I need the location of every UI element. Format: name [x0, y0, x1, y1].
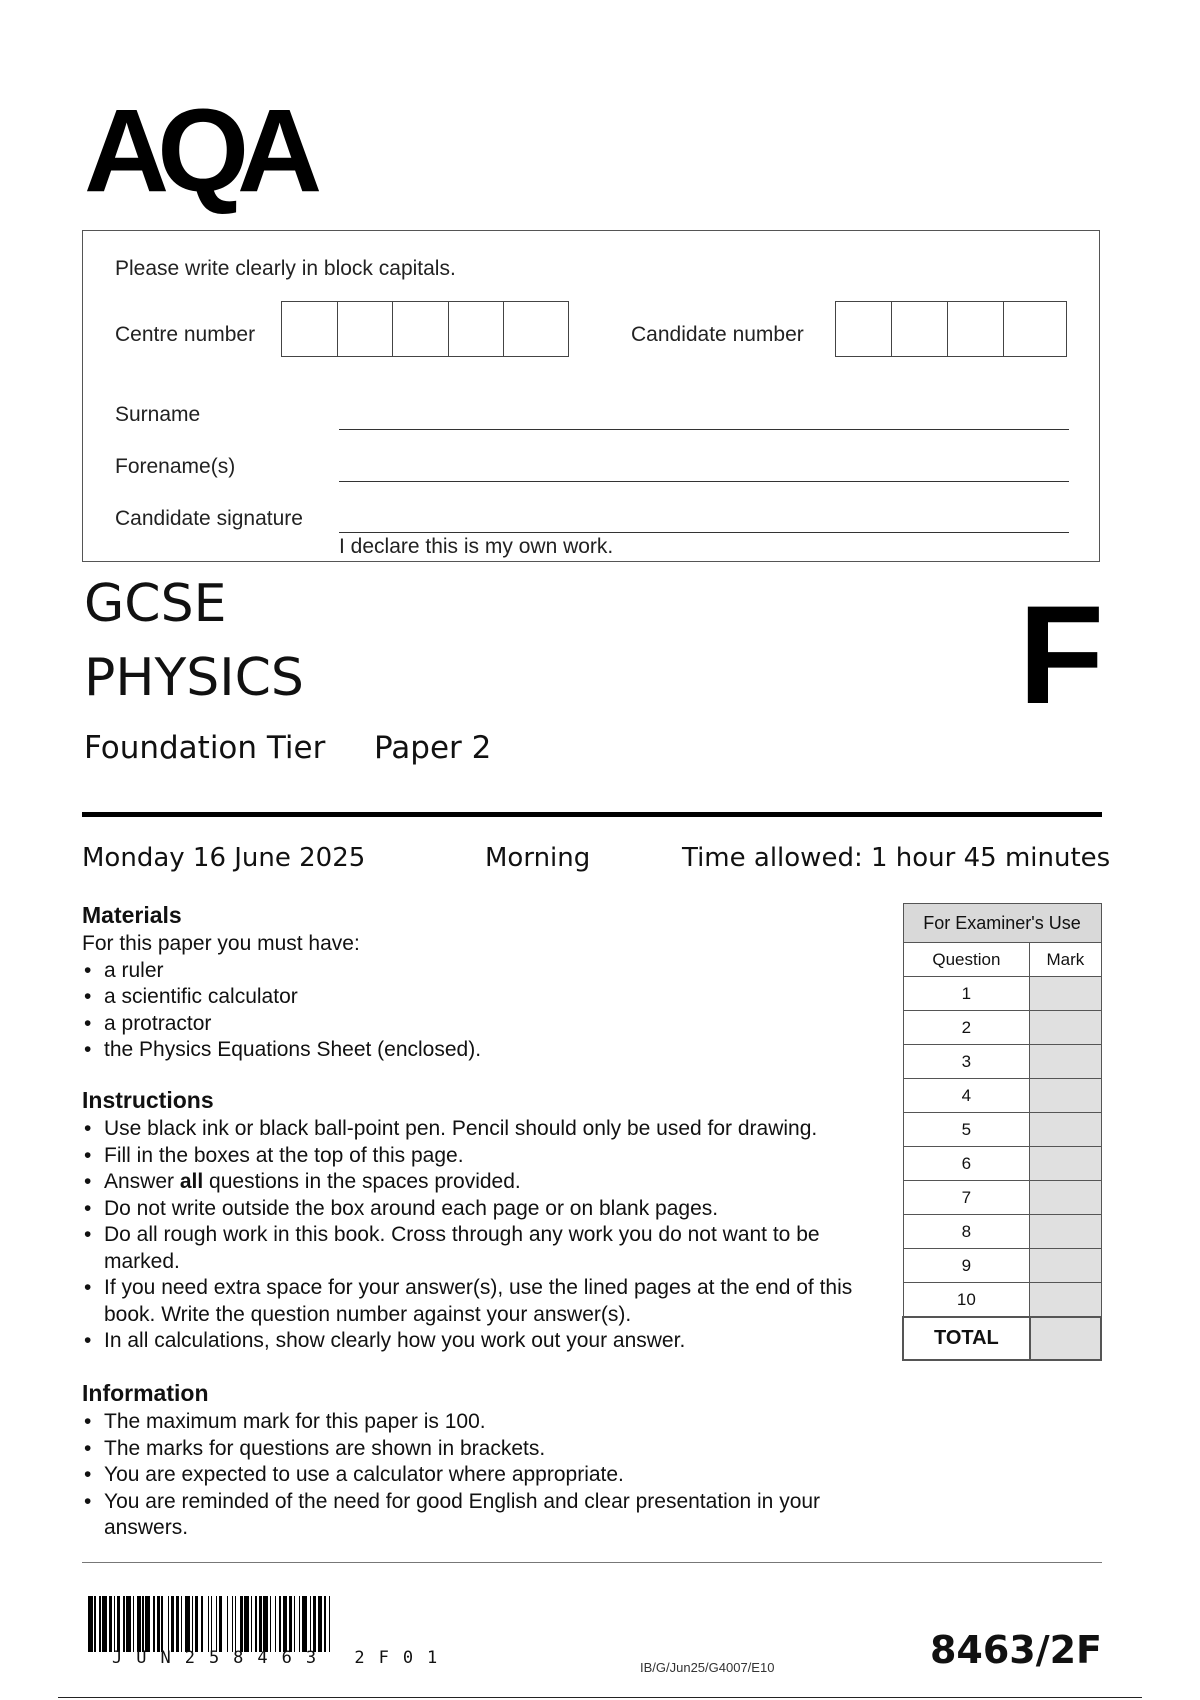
barcode-text: JUN258463 2F01	[112, 1648, 452, 1668]
materials-title: Materials	[82, 902, 182, 928]
question-row	[903, 1113, 1101, 1147]
materials-item: • the Physics Equations Sheet (enclosed).	[82, 1037, 882, 1064]
question-number: 5	[903, 1113, 1030, 1147]
examiner-table-title: For Examiner's Use	[903, 904, 1101, 943]
qualification-title: GCSE	[84, 574, 227, 634]
instructions-item-text: Answer	[104, 1170, 180, 1193]
mark-cell[interactable]	[1030, 1181, 1101, 1215]
aqa-logo: AQA	[84, 85, 311, 217]
candidate-digit-box[interactable]	[836, 302, 892, 356]
instructions-emphasis: all	[179, 1170, 204, 1193]
centre-digit-box[interactable]	[449, 302, 505, 356]
mark-cell[interactable]	[1030, 1011, 1101, 1045]
question-number: 1	[903, 977, 1030, 1011]
title-divider	[82, 812, 1102, 817]
centre-digit-box[interactable]	[504, 302, 568, 356]
centre-digit-box[interactable]	[393, 302, 449, 356]
question-column-header: Question	[903, 943, 1030, 977]
centre-digit-box[interactable]	[282, 302, 338, 356]
question-row	[903, 977, 1101, 1011]
materials-intro: For this paper you must have:	[82, 932, 360, 955]
declaration-text: I declare this is my own work.	[339, 535, 614, 558]
mark-cell[interactable]	[1030, 1283, 1101, 1318]
candidate-number-field[interactable]	[835, 301, 1067, 357]
paper-label: Paper 2	[374, 730, 492, 766]
examiner-use-table	[902, 903, 1102, 1361]
question-number: 4	[903, 1079, 1030, 1113]
question-number: 9	[903, 1249, 1030, 1283]
instructions-item: • Fill in the boxes at the top of this page.	[82, 1143, 872, 1170]
exam-date: Monday 16 June 2025	[82, 843, 366, 873]
tier-letter: F	[1018, 576, 1104, 733]
paper-code: 8463/2F	[929, 1628, 1102, 1672]
exam-session: Morning	[485, 843, 591, 873]
page-bottom-rule	[58, 1697, 1142, 1698]
information-item: • You are reminded of the need for good English and clear presentation in your answers.	[82, 1489, 852, 1542]
information-item: • The marks for questions are shown in brackets.	[82, 1436, 852, 1463]
instructions-section	[82, 1087, 872, 1355]
instructions-item	[82, 1169, 872, 1196]
tier-label: Foundation Tier	[84, 730, 326, 766]
total-mark-cell[interactable]	[1030, 1317, 1101, 1360]
centre-number-label: Centre number	[115, 323, 256, 346]
mark-cell[interactable]	[1030, 1045, 1101, 1079]
instructions-item: • If you need extra space for your answer(s), use the lined pages at the end of this book. Write the question number against your answer(s).	[82, 1275, 872, 1328]
signature-line[interactable]	[339, 532, 1069, 533]
question-row	[903, 1045, 1101, 1079]
question-row	[903, 1215, 1101, 1249]
mark-cell[interactable]	[1030, 1113, 1101, 1147]
surname-line[interactable]	[339, 429, 1069, 430]
mark-cell[interactable]	[1030, 1147, 1101, 1181]
question-number: 2	[903, 1011, 1030, 1045]
candidate-number-label: Candidate number	[631, 323, 804, 346]
candidate-details-box	[82, 230, 1100, 562]
subject-title: PHYSICS	[84, 648, 304, 708]
instructions-item: • Use black ink or black ball-point pen. Pencil should only be used for drawing.	[82, 1116, 872, 1143]
signature-label: Candidate signature	[115, 507, 303, 530]
instructions-item: • Do not write outside the box around each page or on blank pages.	[82, 1196, 872, 1223]
mark-cell[interactable]	[1030, 977, 1101, 1011]
information-section	[82, 1380, 852, 1542]
candidate-digit-box[interactable]	[948, 302, 1004, 356]
forename-line[interactable]	[339, 481, 1069, 482]
question-number: 10	[903, 1283, 1030, 1318]
question-row	[903, 1147, 1101, 1181]
mark-cell[interactable]	[1030, 1215, 1101, 1249]
question-number: 3	[903, 1045, 1030, 1079]
instructions-item: • In all calculations, show clearly how you work out your answer.	[82, 1328, 872, 1355]
materials-section	[82, 902, 882, 1064]
materials-item: • a scientific calculator	[82, 984, 882, 1011]
instructions-item-text: questions in the spaces provided.	[203, 1170, 521, 1193]
candidate-digit-box[interactable]	[1004, 302, 1066, 356]
question-number: 7	[903, 1181, 1030, 1215]
time-allowed: Time allowed: 1 hour 45 minutes	[682, 843, 1111, 873]
barcode	[88, 1596, 500, 1652]
instructions-item: • Do all rough work in this book. Cross through any work you do not want to be marked.	[82, 1222, 872, 1275]
question-number: 6	[903, 1147, 1030, 1181]
mark-column-header: Mark	[1030, 943, 1101, 977]
centre-number-field[interactable]	[281, 301, 569, 357]
mark-cell[interactable]	[1030, 1079, 1101, 1113]
surname-label: Surname	[115, 403, 201, 426]
total-label: TOTAL	[903, 1317, 1030, 1360]
question-row	[903, 1011, 1101, 1045]
question-number: 8	[903, 1215, 1030, 1249]
footer-divider	[82, 1562, 1102, 1563]
centre-digit-box[interactable]	[338, 302, 394, 356]
forename-label: Forename(s)	[115, 455, 236, 478]
barcode-bar	[330, 1596, 332, 1652]
materials-item: • a protractor	[82, 1011, 882, 1038]
candidate-digit-box[interactable]	[892, 302, 948, 356]
total-row	[903, 1317, 1101, 1360]
materials-item: • a ruler	[82, 958, 882, 985]
information-item: • You are expected to use a calculator where appropriate.	[82, 1462, 852, 1489]
information-item: • The maximum mark for this paper is 100.	[82, 1409, 852, 1436]
question-row	[903, 1181, 1101, 1215]
question-row	[903, 1283, 1101, 1318]
question-row	[903, 1249, 1101, 1283]
instructions-title: Instructions	[82, 1087, 214, 1113]
document-reference: IB/G/Jun25/G4007/E10	[640, 1660, 775, 1675]
block-capitals-instruction: Please write clearly in block capitals.	[115, 257, 456, 280]
question-row	[903, 1079, 1101, 1113]
mark-cell[interactable]	[1030, 1249, 1101, 1283]
information-title: Information	[82, 1380, 209, 1406]
